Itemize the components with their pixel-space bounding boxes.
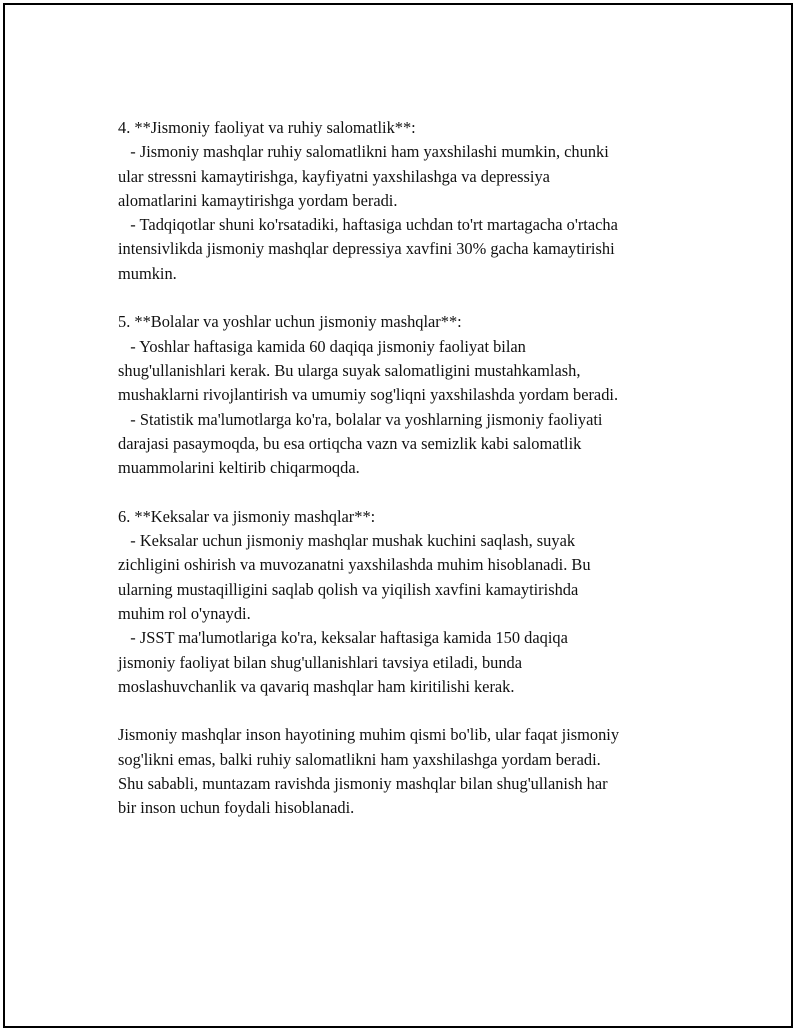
document-body [118, 116, 698, 821]
paragraph-gap [118, 480, 698, 504]
text-line: mumkin. [118, 263, 177, 283]
text-line: - Tadqiqotlar shuni ko'rsatadiki, haftasiga uchdan to'rt martagacha o'rtacha [118, 215, 618, 235]
text-line: - Keksalar uchun jismoniy mashqlar mushak kuchini saqlash, suyak [118, 531, 576, 551]
paragraph-gap [118, 699, 698, 723]
text-line: - Yoshlar haftasiga kamida 60 daqiqa jismoniy faoliyat bilan [118, 336, 526, 356]
conclusion-paragraph [118, 723, 698, 820]
text-line: muhim rol o'ynaydi. [118, 603, 251, 623]
text-line: ularning mustaqilligini saqlab qolish va yiqilish xavfini kamaytirishda [118, 579, 579, 599]
text-line: alomatlarini kamaytirishga yordam beradi. [118, 190, 398, 210]
text-line: jismoniy faoliyat bilan shug'ullanishlari tavsiya etiladi, bunda [118, 652, 522, 672]
text-line: sog'likni emas, balki ruhiy salomatlikni ham yaxshilashga yordam beradi. [118, 749, 601, 769]
text-line: ular stressni kamaytirishga, kayfiyatni yaxshilashga va depressiya [118, 166, 550, 186]
section-heading: 4. **Jismoniy faoliyat va ruhiy salomatlik**: [118, 118, 416, 137]
text-line: - Statistik ma'lumotlarga ko'ra, bolalar va yoshlarning jismoniy faoliyati [118, 409, 603, 429]
text-line: shug'ullanishlari kerak. Bu ularga suyak salomatligini mustahkamlash, [118, 360, 581, 380]
paragraph-gap [118, 286, 698, 310]
text-line: moslashuvchanlik va qavariq mashqlar ham kiritilishi kerak. [118, 676, 515, 696]
text-line: - Jismoniy mashqlar ruhiy salomatlikni ham yaxshilashi mumkin, chunki [118, 142, 609, 162]
section-heading: 5. **Bolalar va yoshlar uchun jismoniy mashqlar**: [118, 312, 462, 332]
text-line: Shu sababli, muntazam ravishda jismoniy mashqlar bilan shug'ullanish har [118, 774, 608, 794]
text-line: darajasi pasaymoqda, bu esa ortiqcha vazn va semizlik kabi salomatlik [118, 433, 582, 453]
section-children-youth-exercise [118, 310, 698, 480]
section-heading: 6. **Keksalar va jismoniy mashqlar**: [118, 506, 376, 526]
text-line: muammolarini keltirib chiqarmoqda. [118, 458, 360, 478]
text-line: intensivlikda jismoniy mashqlar depressiya xavfini 30% gacha kamaytirishi [118, 239, 615, 259]
text-line: bir inson uchun foydali hisoblanadi. [118, 798, 355, 818]
text-line: - JSST ma'lumotlariga ko'ra, keksalar haftasiga kamida 150 daqiqa [118, 628, 568, 648]
section-elderly-exercise [118, 505, 698, 699]
text-line: mushaklarni rivojlantirish va umumiy sog'liqni yaxshilashda yordam beradi. [118, 385, 619, 405]
section-physical-activity-mental-health [118, 116, 698, 286]
text-line: zichligini oshirish va muvozanatni yaxshilashda muhim hisoblanadi. Bu [118, 555, 591, 575]
text-line: Jismoniy mashqlar inson hayotining muhim qismi bo'lib, ular faqat jismoniy [118, 725, 620, 745]
